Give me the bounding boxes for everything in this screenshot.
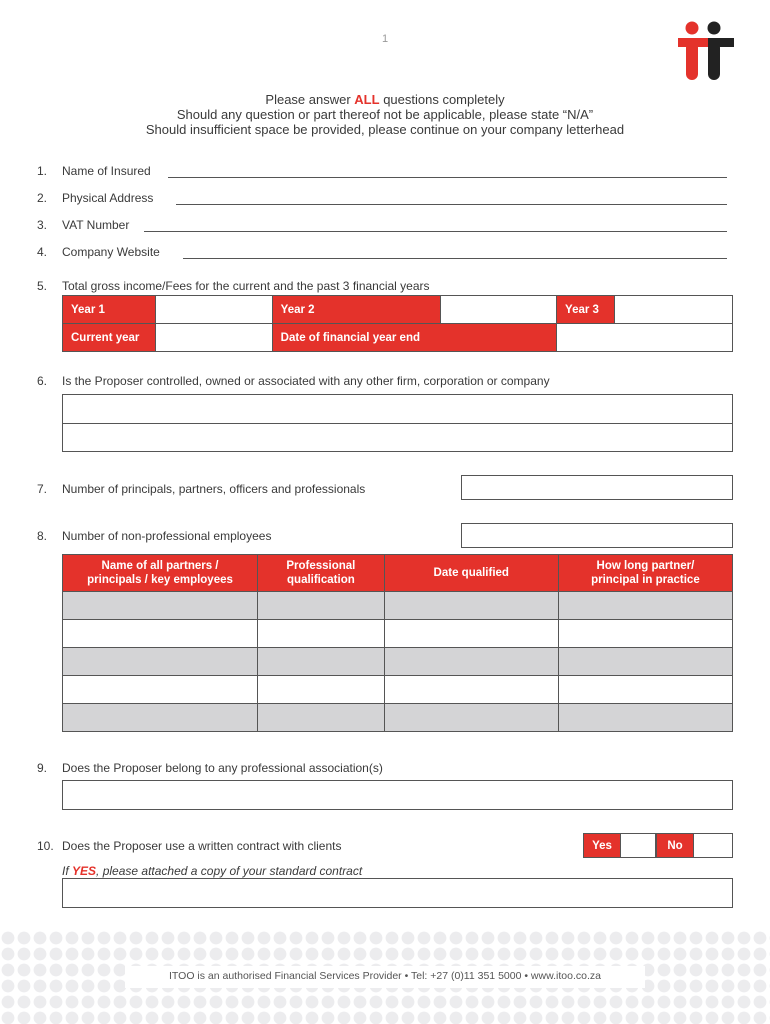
current-year-input[interactable] <box>156 324 273 352</box>
table-cell[interactable] <box>384 648 558 676</box>
year3-header: Year 3 <box>557 296 615 324</box>
yes-checkbox[interactable] <box>620 833 656 858</box>
q2-number: 2. <box>37 191 48 205</box>
instructions: Please answer ALL questions completely Should any question or part thereof not be applicable, please state “N/A” Should insufficient space be provided, please continue on your company letterhead <box>0 92 770 137</box>
q2-input-line[interactable] <box>176 204 727 205</box>
table-row <box>63 620 733 648</box>
col-header-qualification: Professional qualification <box>258 555 385 592</box>
q7-input[interactable] <box>461 475 733 500</box>
table-row <box>63 704 733 732</box>
q5-label: Total gross income/Fees for the current and the past 3 financial years <box>62 279 430 293</box>
table-cell[interactable] <box>258 592 385 620</box>
table-cell[interactable] <box>558 676 732 704</box>
q1-label: Name of Insured <box>62 164 151 178</box>
no-label: No <box>656 833 694 858</box>
page-number: 1 <box>381 33 389 45</box>
current-year-header: Current year <box>63 324 156 352</box>
col-header-date-qualified: Date qualified <box>384 555 558 592</box>
instruction-na: Should any question or part thereof not be applicable, please state “N/A” <box>176 107 594 122</box>
q4-label: Company Website <box>62 245 160 259</box>
q3-label: VAT Number <box>62 218 130 232</box>
q10-number: 10. <box>37 839 54 853</box>
table-cell[interactable] <box>258 620 385 648</box>
yes-label: Yes <box>583 833 621 858</box>
income-table <box>62 295 733 352</box>
table-cell[interactable] <box>63 592 258 620</box>
all-emphasis: ALL <box>354 92 380 107</box>
q6-label: Is the Proposer controlled, owned or associated with any other firm, corporation or company <box>62 374 550 388</box>
q8-input[interactable] <box>461 523 733 548</box>
table-cell[interactable] <box>384 620 558 648</box>
q8-label: Number of non-professional employees <box>62 529 272 543</box>
table-row <box>63 676 733 704</box>
year3-input[interactable] <box>614 296 732 324</box>
table-cell[interactable] <box>258 648 385 676</box>
q8-number: 8. <box>37 529 48 543</box>
table-cell[interactable] <box>558 704 732 732</box>
table-cell[interactable] <box>63 704 258 732</box>
table-cell[interactable] <box>558 620 732 648</box>
fy-end-header: Date of financial year end <box>272 324 556 352</box>
fy-end-input[interactable] <box>557 324 733 352</box>
table-cell[interactable] <box>384 592 558 620</box>
q6-input-1[interactable] <box>62 394 733 424</box>
q6-number: 6. <box>37 374 48 388</box>
q10-label: Does the Proposer use a written contract with clients <box>62 839 342 853</box>
q2-label: Physical Address <box>62 191 154 205</box>
q10-note: If YES, please attached a copy of your standard contract <box>62 864 363 878</box>
q9-number: 9. <box>37 761 48 775</box>
q1-number: 1. <box>37 164 48 178</box>
year1-header: Year 1 <box>63 296 156 324</box>
staff-table <box>62 554 733 732</box>
q3-input-line[interactable] <box>144 231 727 232</box>
table-cell[interactable] <box>558 648 732 676</box>
q6-input-2[interactable] <box>62 423 733 452</box>
q1-input-line[interactable] <box>168 177 727 178</box>
table-cell[interactable] <box>384 704 558 732</box>
q3-number: 3. <box>37 218 48 232</box>
no-checkbox[interactable] <box>693 833 733 858</box>
year1-input[interactable] <box>156 296 273 324</box>
itoo-logo <box>676 20 736 82</box>
table-cell[interactable] <box>63 676 258 704</box>
table-cell[interactable] <box>63 620 258 648</box>
table-row <box>63 648 733 676</box>
q7-number: 7. <box>37 482 48 496</box>
col-header-how-long: How long partner/ principal in practice <box>558 555 732 592</box>
table-cell[interactable] <box>558 592 732 620</box>
table-cell[interactable] <box>258 704 385 732</box>
q9-label: Does the Proposer belong to any professional association(s) <box>62 761 383 775</box>
q7-label: Number of principals, partners, officers and professionals <box>62 482 366 496</box>
table-cell[interactable] <box>258 676 385 704</box>
footer-text: ITOO is an authorised Financial Services Provider • Tel: +27 (0)11 351 5000 • www.itoo.co.za <box>0 970 770 982</box>
q9-input[interactable] <box>62 780 733 810</box>
table-row <box>63 592 733 620</box>
instruction-letterhead: Should insufficient space be provided, please continue on your company letterhead <box>145 122 625 137</box>
table-cell[interactable] <box>384 676 558 704</box>
year2-input[interactable] <box>440 296 556 324</box>
q5-number: 5. <box>37 279 48 293</box>
q10-input[interactable] <box>62 878 733 908</box>
q4-input-line[interactable] <box>183 258 727 259</box>
year2-header: Year 2 <box>272 296 440 324</box>
col-header-name: Name of all partners / principals / key employees <box>63 555 258 592</box>
q4-number: 4. <box>37 245 48 259</box>
table-cell[interactable] <box>63 648 258 676</box>
